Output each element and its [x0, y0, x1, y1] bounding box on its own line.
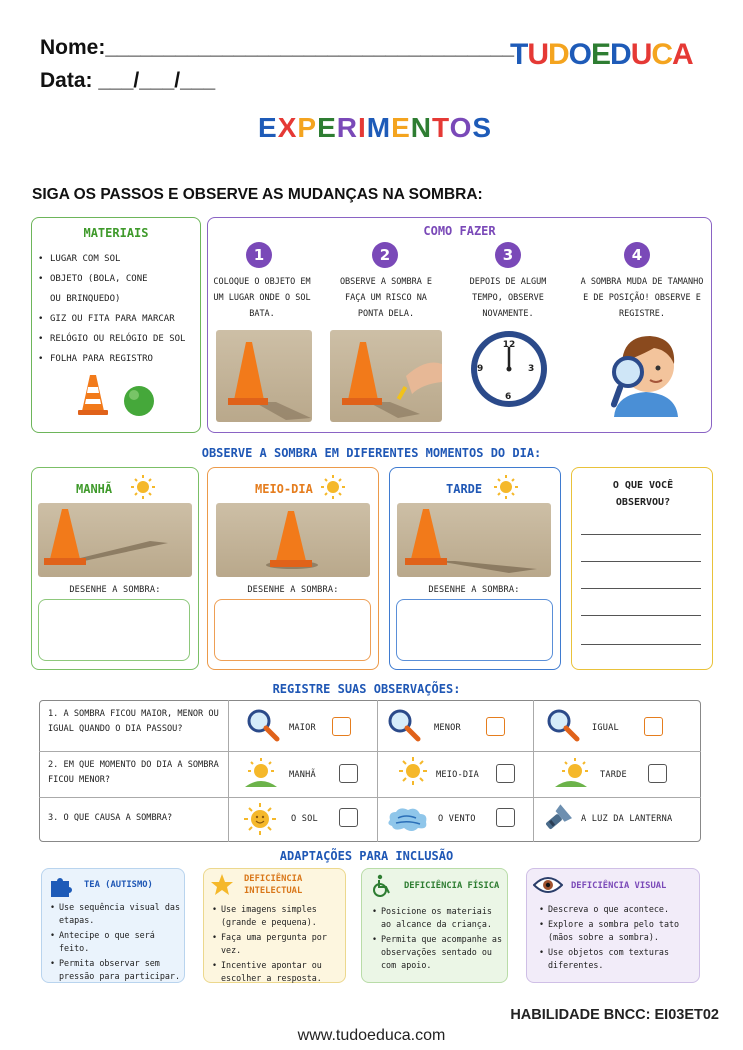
afternoon-photo	[397, 503, 551, 577]
list-item: • RELÓGIO OU RELÓGIO DE SOL	[38, 329, 200, 349]
list-item: OU BRINQUEDO)	[50, 294, 121, 304]
step-text-2: OBSERVE A SOMBRA E FAÇA UM RISCO NA PONTA DELA.	[339, 277, 433, 319]
child-magnifier-illustration	[600, 322, 692, 417]
noon-photo	[216, 503, 370, 577]
card-intellectual-title: DEFICIÊNCIA INTELECTUAL	[244, 874, 303, 896]
brand-letter: O	[568, 38, 592, 71]
date-field-label: Data: ___/___/___	[40, 69, 216, 92]
subtitle-letter: T	[432, 112, 450, 143]
subtitle-letter: E	[391, 112, 411, 143]
brand-letter: U	[527, 38, 548, 71]
option-igual-checkbox[interactable]	[644, 717, 663, 736]
col-divider	[377, 700, 378, 842]
materials-list	[38, 249, 200, 369]
brand-logo	[510, 38, 720, 74]
list-item: • Permita observar sem pressão para participar.	[50, 957, 182, 983]
panel-noon-label: MEIO-DIA	[255, 482, 313, 496]
materials-title: MATERIAIS	[83, 226, 149, 240]
subtitle-letter: X	[277, 112, 298, 143]
morning-photo	[38, 503, 192, 577]
list-item: • OBJETO (BOLA, CONE	[38, 269, 200, 289]
option-maior-checkbox[interactable]	[332, 717, 351, 736]
draw-label-morning: DESENHE A SOMBRA:	[69, 585, 161, 595]
option-tarde-checkbox[interactable]	[648, 764, 667, 783]
draw-label-noon: DESENHE A SOMBRA:	[247, 585, 339, 595]
list-item: • Posicione os materiais ao alcance da criança.	[372, 905, 506, 931]
magnifier-icon	[545, 707, 581, 743]
subtitle-letter: M	[366, 112, 392, 143]
question-1: 1. A SOMBRA FICOU MAIOR, MENOR OU IGUAL QUANDO O DIA PASSOU?	[48, 709, 219, 734]
list-item: • Use objetos com texturas diferentes.	[539, 946, 697, 972]
clock-number-12: 12	[502, 340, 516, 350]
sunrise-icon	[243, 757, 279, 789]
step-text-4: A SOMBRA MUDA DE TAMANHO E DE POSIÇÃO! OBSERVE E REGISTRE.	[580, 277, 704, 319]
magnifier-icon	[386, 707, 422, 743]
option-menor-checkbox[interactable]	[486, 717, 505, 736]
magnifier-icon	[245, 707, 281, 743]
card-autism	[41, 868, 185, 983]
card-physical	[361, 868, 508, 983]
option-igual-label: IGUAL	[592, 723, 619, 733]
draw-area-morning[interactable]	[38, 599, 190, 661]
row-divider	[39, 797, 701, 798]
writing-line[interactable]	[581, 644, 701, 645]
sun-icon	[320, 474, 346, 500]
option-manha-checkbox[interactable]	[339, 764, 358, 783]
experimentos-title	[258, 112, 493, 150]
cone-icon	[76, 373, 110, 417]
clock-number-6: 6	[505, 392, 512, 402]
subtitle-letter: E	[258, 112, 278, 143]
subtitle-letter: N	[410, 112, 433, 143]
card-physical-title: DEFICIÊNCIA FÍSICA	[404, 881, 500, 891]
subtitle-letter: S	[472, 112, 493, 143]
brand-letter: U	[630, 38, 652, 71]
sun-icon	[493, 474, 519, 500]
eye-icon	[533, 876, 563, 894]
wind-icon	[386, 806, 430, 834]
list-item: • Incentive apontar ou escolher a resposta.	[212, 959, 344, 985]
moments-heading: OBSERVE A SOMBRA EM DIFERENTES MOMENTOS DO DIA:	[201, 446, 542, 460]
sun-face-icon	[242, 802, 278, 836]
list-item: • Use imagens simples (grande e pequena).	[212, 903, 344, 929]
draw-label-afternoon: DESENHE A SOMBRA:	[428, 585, 520, 595]
card-autism-title: TEA (AUTISMO)	[84, 880, 153, 890]
subtitle-letter: I	[357, 112, 367, 143]
step-text-3: DEPOIS DE ALGUM TEMPO, OBSERVE NOVAMENTE.	[469, 277, 547, 319]
writing-line[interactable]	[581, 588, 701, 589]
list-item: • Permita que acompanhe as observações sentado ou com apoio.	[372, 933, 506, 972]
step-text-1: COLOQUE O OBJETO EM UM LUGAR ONDE O SOL BATA.	[213, 277, 311, 319]
option-menor-label: MENOR	[434, 723, 461, 733]
option-meio-dia-label: MEIO-DIA	[436, 770, 479, 780]
step-number-2: 2	[372, 242, 398, 268]
clock-number-3: 3	[528, 364, 535, 374]
sun-icon	[398, 756, 428, 786]
draw-area-noon[interactable]	[214, 599, 371, 661]
question-2: 2. EM QUE MOMENTO DO DIA A SOMBRA FICOU MENOR?	[48, 760, 219, 785]
list-item: • Faça uma pergunta por vez.	[212, 931, 344, 957]
option-sol-checkbox[interactable]	[339, 808, 358, 827]
option-lanterna-label: A LUZ DA LANTERNA	[581, 814, 673, 824]
brand-letter: D	[610, 38, 631, 71]
panel-afternoon-label: TARDE	[446, 482, 483, 496]
list-item: • GIZ OU FITA PARA MARCAR	[38, 309, 200, 329]
writing-line[interactable]	[581, 534, 701, 535]
subtitle-letter: R	[336, 112, 358, 143]
option-manha-label: MANHÃ	[289, 770, 316, 780]
clock-number-9: 9	[477, 364, 484, 374]
list-item: • FOLHA PARA REGISTRO	[38, 349, 200, 369]
step-number-1: 1	[246, 242, 272, 268]
star-icon	[210, 873, 234, 897]
step-1-photo	[216, 330, 312, 422]
brand-letter: E	[591, 38, 611, 71]
subtitle-letter: P	[297, 112, 318, 143]
subtitle-letter: E	[317, 112, 337, 143]
sunset-icon	[553, 757, 589, 789]
list-item: • LUGAR COM SOL	[38, 249, 200, 269]
brand-letter: D	[548, 38, 569, 71]
website-url[interactable]: www.tudoeduca.com	[297, 1027, 446, 1044]
flashlight-icon	[541, 804, 573, 834]
how-to-title: COMO FAZER	[423, 224, 496, 238]
list-item: • Use sequência visual das etapas.	[50, 901, 182, 927]
skill-code: HABILIDADE BNCC: EI03ET02	[510, 1007, 719, 1023]
list-item: • Antecipe o que será feito.	[50, 929, 182, 955]
option-maior-label: MAIOR	[289, 723, 316, 733]
draw-area-afternoon[interactable]	[396, 599, 553, 661]
col-divider	[228, 700, 229, 842]
option-sol-label: O SOL	[291, 814, 318, 824]
list-item: • Descreva o que acontece.	[539, 903, 697, 916]
row-divider	[39, 751, 701, 752]
materials-box	[31, 217, 201, 433]
panel-morning-label: MANHÃ	[76, 482, 113, 496]
name-field-label: Nome:___________________________________	[40, 36, 515, 59]
brand-letter: A	[672, 38, 693, 71]
register-heading: REGISTRE SUAS OBSERVAÇÕES:	[272, 682, 461, 696]
instruction-heading: SIGA OS PASSOS E OBSERVE AS MUDANÇAS NA SOMBRA:	[32, 186, 483, 203]
step-number-4: 4	[624, 242, 650, 268]
card-intellectual	[203, 868, 346, 983]
inclusion-heading: ADAPTAÇÕES PARA INCLUSÃO	[279, 849, 454, 863]
sun-icon	[130, 474, 156, 500]
list-item: • Explore a sombra pelo tato (mãos sobre a sombra).	[539, 918, 697, 944]
step-2-photo	[330, 330, 442, 422]
subtitle-letter: O	[449, 112, 473, 143]
step-number-3: 3	[495, 242, 521, 268]
card-visual-title: DEFICIÊNCIA VISUAL	[571, 881, 667, 891]
wheelchair-icon	[370, 874, 394, 898]
ball-icon	[122, 384, 156, 418]
col-divider	[533, 700, 534, 842]
writing-line[interactable]	[581, 615, 701, 616]
card-visual	[526, 868, 700, 983]
puzzle-piece-icon	[48, 873, 74, 899]
option-vento-checkbox[interactable]	[496, 808, 515, 827]
question-3: 3. O QUE CAUSA A SOMBRA?	[48, 813, 173, 823]
option-vento-label: O VENTO	[438, 814, 476, 824]
observed-title: O QUE VOCÊ OBSERVOU?	[612, 480, 674, 508]
brand-letter: T	[510, 38, 528, 71]
option-tarde-label: TARDE	[600, 770, 627, 780]
option-meio-dia-checkbox[interactable]	[496, 764, 515, 783]
brand-letter: C	[651, 38, 673, 71]
writing-line[interactable]	[581, 561, 701, 562]
